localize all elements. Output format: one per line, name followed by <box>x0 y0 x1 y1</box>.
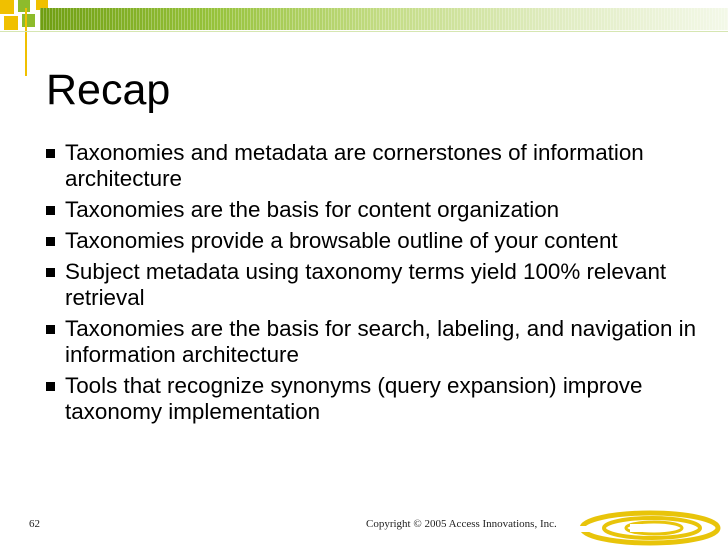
header-divider <box>0 31 728 32</box>
header-square-green <box>22 14 35 27</box>
header-square-yellow <box>0 0 14 14</box>
header-gradient-band <box>40 8 728 30</box>
header-square-yellow <box>4 16 18 30</box>
bullet-item <box>46 228 722 254</box>
header-square-green <box>18 0 30 12</box>
bullet-item <box>46 373 722 425</box>
access-innovations-swirl-logo-icon <box>574 506 724 546</box>
bullet-list <box>46 140 722 430</box>
bullet-text: Taxonomies and metadata are cornerstones of information architecture <box>65 140 644 191</box>
bullet-square-icon <box>46 268 55 277</box>
bullet-text: Taxonomies are the basis for search, labeling, and navigation in information architecture <box>65 316 697 367</box>
bullet-item <box>46 316 722 368</box>
bullet-text: Subject metadata using taxonomy terms yield 100% relevant retrieval <box>65 259 667 310</box>
bullet-square-icon <box>46 325 55 334</box>
bullet-item <box>46 259 722 311</box>
bullet-text: Tools that recognize synonyms (query expansion) improve taxonomy implementation <box>65 373 643 424</box>
page-number: 62 <box>29 518 40 530</box>
slide-title: Recap <box>46 66 171 114</box>
bullet-square-icon <box>46 149 55 158</box>
bullet-square-icon <box>46 382 55 391</box>
bullet-square-icon <box>46 206 55 215</box>
bullet-square-icon <box>46 237 55 246</box>
bullet-item <box>46 140 722 192</box>
bullet-text: Taxonomies are the basis for content organization <box>65 197 560 222</box>
bullet-text: Taxonomies provide a browsable outline of your content <box>65 228 618 253</box>
bullet-item <box>46 197 722 223</box>
copyright-text: Copyright © 2005 Access Innovations, Inc. <box>366 518 557 530</box>
header-vertical-rule <box>25 8 27 76</box>
